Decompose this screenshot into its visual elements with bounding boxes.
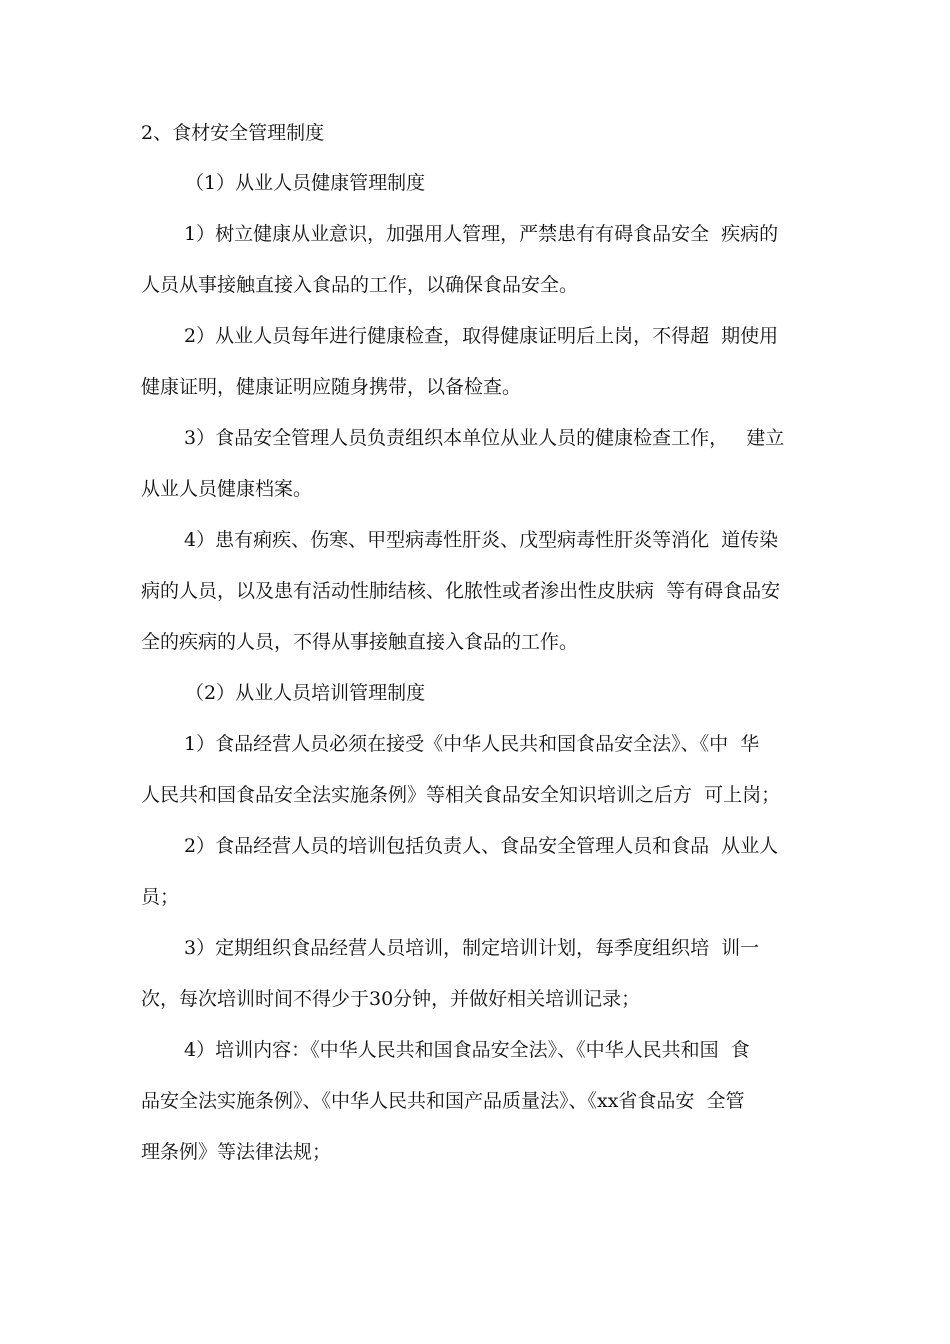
training-item-4-line-1: 4）培训内容：《中华人民共和国食品安全法》、《中华人民共和国 食 (184, 1039, 750, 1061)
health-item-4-line-2: 病的人员，以及患有活动性肺结核、化脓性或者渗出性皮肤病 等有碍食品安 (141, 580, 781, 602)
health-item-4-line-3: 全的疾病的人员，不得从事接触直接入食品的工作。 (141, 631, 579, 653)
training-item-3-line-2: 次，每次培训时间不得少于30分钟，并做好相关培训记录； (141, 988, 641, 1010)
health-item-1-line-1: 1）树立健康从业意识，加强用人管理，严禁患有有碍食品安全 疾病的 (184, 223, 779, 245)
training-item-4-line-3: 理条例》等法律法规； (141, 1141, 332, 1163)
health-item-2-line-2: 健康证明，健康证明应随身携带，以备检查。 (141, 376, 522, 398)
health-item-4-line-1: 4）患有痢疾、伤寒、甲型病毒性肝炎、戊型病毒性肝炎等消化 道传染 (184, 529, 779, 551)
section-heading: 2、食材安全管理制度 (141, 122, 325, 144)
health-item-2-line-1: 2）从业人员每年进行健康检查，取得健康证明后上岗，不得超 期使用 (184, 325, 779, 347)
training-item-2-line-2: 员； (141, 886, 180, 908)
training-item-4-line-2: 品安全法实施条例》、《中华人民共和国产品质量法》、《xx省食品安 全管 (141, 1090, 745, 1112)
training-item-3-line-1: 3）定期组织食品经营人员培训，制定培训计划，每季度组织培 训一 (184, 937, 760, 959)
health-item-3-line-1: 3）食品安全管理人员负责组织本单位从业人员的健康检查工作， 建立 (184, 427, 785, 449)
training-item-1-line-2: 人民共和国食品安全法实施条例》等相关食品安全知识培训之后方 可上岗； (141, 784, 781, 806)
training-item-1-line-1: 1）食品经营人员必须在接受《中华人民共和国食品安全法》、《中 华 (184, 733, 760, 755)
subsection-title-health: （1）从业人员健康管理制度 (185, 172, 426, 194)
subsection-title-training: （2）从业人员培训管理制度 (185, 682, 426, 704)
health-item-3-line-2: 从业人员健康档案。 (141, 478, 313, 500)
health-item-1-line-2: 人员从事接触直接入食品的工作，以确保食品安全。 (141, 274, 579, 296)
training-item-2-line-1: 2）食品经营人员的培训包括负责人、食品安全管理人员和食品 从业人 (184, 835, 779, 857)
